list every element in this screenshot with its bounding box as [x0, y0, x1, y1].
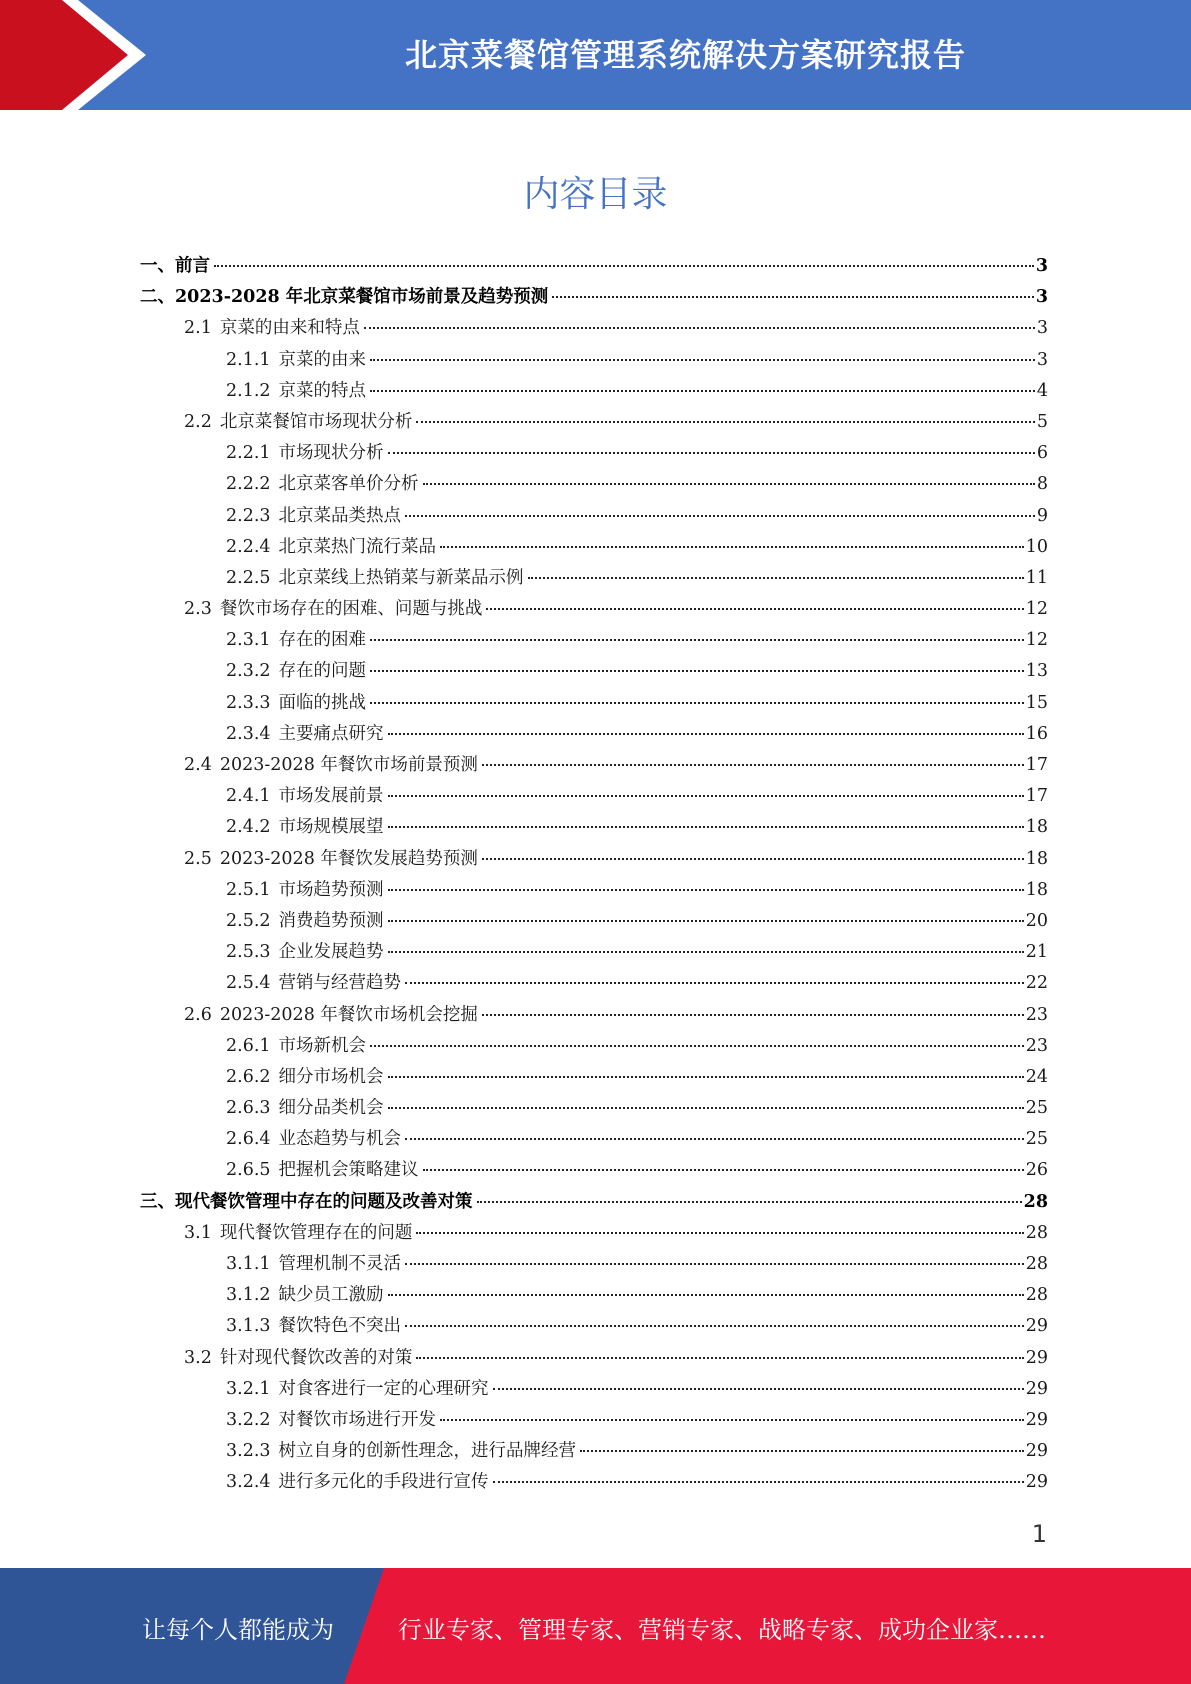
toc-dot-leader — [416, 421, 1035, 423]
toc-dot-leader — [370, 639, 1024, 641]
toc-entry-number: 3.2.4 — [226, 1472, 271, 1493]
toc-entry-page: 17 — [1025, 786, 1048, 807]
toc-entry-number: 3.1.3 — [226, 1316, 271, 1337]
toc-entry-page: 25 — [1025, 1098, 1048, 1119]
toc-entry-title: 管理机制不灵活 — [278, 1254, 402, 1274]
toc-entry-number: 2.3.4 — [226, 723, 271, 744]
toc-entry-number: 2.6.2 — [226, 1066, 271, 1087]
toc-entry-page: 12 — [1025, 599, 1048, 620]
toc-dot-leader — [482, 764, 1024, 766]
toc-entry-title: 京菜的由来和特点 — [219, 318, 360, 339]
toc-entry[interactable] — [140, 1406, 1048, 1437]
toc-entry[interactable] — [140, 938, 1048, 969]
toc-entry[interactable] — [140, 1468, 1048, 1499]
toc-entry-number: 3.1.1 — [226, 1254, 271, 1274]
toc-entry-page: 25 — [1025, 1129, 1048, 1150]
footer-banner — [0, 1568, 1191, 1684]
toc-dot-leader — [482, 1014, 1024, 1016]
toc-entry-number: 2.2.3 — [226, 505, 271, 526]
toc-dot-leader — [477, 1201, 1022, 1203]
toc-entry-title: 餐饮市场存在的困难、问题与挑战 — [219, 599, 483, 620]
toc-dot-leader — [423, 483, 1035, 485]
toc-entry-page: 18 — [1025, 848, 1048, 869]
toc-dot-leader — [493, 1388, 1024, 1390]
toc-dot-leader — [388, 733, 1024, 735]
footer-slogan: 让每个人都能成为 — [142, 1616, 334, 1644]
toc-entry-number: 2.5.2 — [226, 910, 271, 931]
toc-dot-leader — [388, 1107, 1024, 1109]
toc-dot-leader — [214, 265, 1034, 267]
toc-entry-title: 北京菜客单价分析 — [278, 474, 419, 495]
toc-entry-title: 进行多元化的手段进行宣传 — [278, 1472, 489, 1493]
toc-entry-page: 3 — [1035, 256, 1048, 276]
toc-entry-title: 把握机会策略建议 — [278, 1160, 419, 1181]
toc-entry-title: 存在的问题 — [278, 661, 367, 682]
toc-entry-number: 3.1 — [184, 1222, 212, 1243]
toc-entry-title: 市场发展前景 — [278, 786, 384, 807]
toc-entry-title: 树立自身的创新性理念，进行品牌经营 — [278, 1441, 577, 1462]
toc-entry-page: 28 — [1023, 1191, 1048, 1212]
toc-dot-leader — [580, 1450, 1024, 1452]
toc-dot-leader — [370, 390, 1035, 392]
footer-roles: 行业专家、管理专家、营销专家、战略专家、成功企业家…… — [398, 1616, 1046, 1644]
toc-dot-leader — [370, 359, 1035, 361]
toc-entry-title: 北京菜线上热销菜与新菜品示例 — [278, 567, 524, 588]
toc-entry[interactable] — [140, 1344, 1048, 1375]
page-number: 1 — [1031, 1520, 1047, 1548]
toc-entry-page: 9 — [1036, 505, 1048, 526]
toc-dot-leader — [370, 670, 1024, 672]
toc-entry-page: 10 — [1025, 536, 1048, 557]
toc-entry-title: 消费趋势预测 — [278, 910, 384, 931]
toc-entry-number: 2.4.1 — [226, 786, 271, 807]
toc-entry-page: 28 — [1025, 1222, 1048, 1243]
toc-entry-title: 一、前言 — [140, 256, 210, 276]
toc-entry[interactable] — [140, 657, 1048, 688]
toc-entry[interactable] — [140, 252, 1048, 283]
toc-entry-number: 2.4.2 — [226, 817, 271, 838]
toc-entry-title: 市场新机会 — [278, 1035, 367, 1056]
toc-entry-title: 企业发展趋势 — [278, 942, 384, 963]
toc-dot-leader — [528, 577, 1024, 579]
toc-entry-page: 29 — [1025, 1472, 1048, 1493]
toc-entry[interactable] — [140, 1032, 1048, 1063]
toc-entry-number: 2.1.1 — [226, 349, 271, 370]
toc-dot-leader — [416, 1232, 1023, 1234]
toc-dot-leader — [482, 858, 1024, 860]
toc-entry[interactable] — [140, 1281, 1048, 1312]
toc-entry-title: 市场趋势预测 — [278, 879, 384, 900]
toc-entry[interactable] — [140, 377, 1048, 408]
toc-dot-leader — [440, 546, 1024, 548]
toc-entry[interactable] — [140, 502, 1048, 533]
toc-entry-page: 28 — [1025, 1285, 1048, 1306]
toc-entry-page: 21 — [1025, 942, 1048, 963]
toc-entry-page: 29 — [1025, 1409, 1048, 1430]
toc-entry-page: 18 — [1025, 879, 1048, 900]
toc-entry-title: 2023-2028 年餐饮市场前景预测 — [219, 755, 478, 775]
toc-entry-page: 16 — [1025, 723, 1048, 744]
toc-entry-number: 2.3 — [184, 599, 212, 620]
toc-entry-page: 24 — [1025, 1066, 1048, 1087]
toc-entry[interactable] — [140, 782, 1048, 813]
toc-entry[interactable] — [140, 1219, 1048, 1250]
toc-entry[interactable] — [140, 408, 1048, 439]
toc-dot-leader — [486, 608, 1023, 610]
toc-entry-page: 13 — [1025, 661, 1048, 682]
toc-entry[interactable] — [140, 1094, 1048, 1125]
toc-entry[interactable] — [140, 283, 1048, 314]
toc-entry-title: 餐饮特色不突出 — [278, 1316, 402, 1337]
toc-entry-number: 2.2.2 — [226, 474, 271, 495]
toc-dot-leader — [405, 1325, 1024, 1327]
toc-entry-page: 6 — [1036, 443, 1048, 464]
toc-dot-leader — [388, 889, 1024, 891]
toc-entry-page: 22 — [1025, 973, 1048, 994]
toc-dot-leader — [405, 1263, 1024, 1265]
toc-entry-number: 2.5 — [184, 848, 212, 869]
toc-entry-title: 面临的挑战 — [278, 692, 367, 713]
toc-entry-title: 细分市场机会 — [278, 1066, 384, 1087]
toc-entry-number: 2.5.4 — [226, 973, 271, 994]
toc-entry-number: 3.2.3 — [226, 1441, 271, 1462]
toc-dot-leader — [388, 795, 1024, 797]
toc-entry[interactable] — [140, 1437, 1048, 1468]
toc-dot-leader — [493, 1481, 1024, 1483]
toc-entry[interactable] — [140, 470, 1048, 501]
toc-entry[interactable] — [140, 1063, 1048, 1094]
toc-entry[interactable] — [140, 564, 1048, 595]
toc-dot-leader — [388, 452, 1035, 454]
toc-entry-title: 业态趋势与机会 — [278, 1129, 402, 1150]
toc-entry-title: 营销与经营趋势 — [278, 973, 402, 994]
toc-entry-page: 15 — [1025, 692, 1048, 713]
toc-entry[interactable] — [140, 751, 1048, 782]
toc-dot-leader — [423, 1169, 1024, 1171]
toc-entry-number: 2.2.5 — [226, 567, 271, 588]
toc-entry-number: 2.2.4 — [226, 536, 271, 557]
toc-entry[interactable] — [140, 595, 1048, 626]
toc-entry-title: 三、现代餐饮管理中存在的问题及改善对策 — [140, 1191, 473, 1212]
toc-entry-page: 29 — [1025, 1347, 1048, 1368]
toc-entry-title: 京菜的由来 — [278, 349, 367, 370]
toc-dot-leader — [388, 951, 1024, 953]
toc-entry-title: 细分品类机会 — [278, 1098, 384, 1119]
toc-entry[interactable] — [140, 845, 1048, 876]
toc-dot-leader — [388, 920, 1024, 922]
toc-entry[interactable] — [140, 1250, 1048, 1281]
toc-entry-title: 针对现代餐饮改善的对策 — [219, 1347, 413, 1368]
toc-entry-number: 2.1.2 — [226, 380, 271, 401]
toc-entry-title: 存在的困难 — [278, 630, 367, 651]
toc-entry-page: 3 — [1035, 287, 1048, 308]
toc-dot-leader — [364, 327, 1035, 329]
toc-entry-page: 29 — [1025, 1441, 1048, 1462]
toc-dot-leader — [388, 826, 1024, 828]
toc-entry-title: 2023-2028 年餐饮市场机会挖掘 — [219, 1004, 478, 1025]
header-banner — [0, 0, 1191, 110]
toc-dot-leader — [416, 1357, 1023, 1359]
toc-dot-leader — [370, 1045, 1024, 1047]
toc-entry-page: 3 — [1036, 318, 1048, 339]
toc-entry-number: 2.3.1 — [226, 630, 271, 651]
chevron-arrow-icon — [0, 0, 160, 110]
toc-entry-number: 2.6 — [184, 1004, 212, 1025]
toc-entry-page: 4 — [1036, 380, 1048, 401]
toc-entry-number: 2.2.1 — [226, 443, 271, 464]
toc-dot-leader — [405, 982, 1024, 984]
toc-dot-leader — [440, 1419, 1024, 1421]
toc-heading: 内容目录 — [523, 174, 668, 215]
toc-entry-page: 11 — [1025, 567, 1048, 588]
toc-entry-number: 2.6.4 — [226, 1129, 271, 1150]
toc-entry-page: 12 — [1025, 630, 1048, 651]
toc-entry-page: 8 — [1036, 474, 1048, 495]
toc-entry-page: 18 — [1025, 817, 1048, 838]
toc-dot-leader — [405, 1138, 1024, 1140]
toc-entry-title: 现代餐饮管理存在的问题 — [219, 1222, 413, 1243]
toc-entry-page: 5 — [1036, 411, 1048, 432]
toc-entry-number: 2.6.3 — [226, 1098, 271, 1119]
toc-entry[interactable] — [140, 689, 1048, 720]
toc-entry-page: 20 — [1025, 910, 1048, 931]
toc-entry-title: 市场规模展望 — [278, 817, 384, 838]
toc-entry-number: 2.5.3 — [226, 942, 271, 963]
toc-entry[interactable] — [140, 720, 1048, 751]
toc-entry-title: 京菜的特点 — [278, 380, 367, 401]
report-title: 北京菜餐馆管理系统解决方案研究报告 — [404, 36, 966, 74]
toc-entry-page: 23 — [1025, 1004, 1048, 1025]
toc-entry-number: 2.1 — [184, 318, 212, 339]
toc-entry[interactable] — [140, 1125, 1048, 1156]
toc-entry[interactable] — [140, 876, 1048, 907]
toc-entry-number: 3.1.2 — [226, 1285, 271, 1306]
toc-entry-title: 2023-2028 年餐饮发展趋势预测 — [219, 848, 478, 869]
toc-entry-page: 28 — [1025, 1254, 1048, 1274]
toc-entry[interactable] — [140, 969, 1048, 1000]
toc-entry-title: 北京菜品类热点 — [278, 505, 402, 526]
toc-entry[interactable] — [140, 439, 1048, 470]
toc-entry-page: 17 — [1025, 755, 1048, 775]
toc-dot-leader — [552, 296, 1034, 298]
toc-entry-title: 市场现状分析 — [278, 443, 384, 464]
toc-entry-title: 北京菜餐馆市场现状分析 — [219, 411, 413, 432]
table-of-contents — [140, 252, 1048, 1500]
toc-entry[interactable] — [140, 1312, 1048, 1343]
toc-entry-page: 29 — [1025, 1378, 1048, 1399]
toc-entry-title: 北京菜热门流行菜品 — [278, 536, 437, 557]
toc-entry-number: 3.2.1 — [226, 1378, 271, 1399]
toc-entry[interactable] — [140, 907, 1048, 938]
toc-entry-number: 3.2.2 — [226, 1409, 271, 1430]
toc-entry-title: 对餐饮市场进行开发 — [278, 1409, 437, 1430]
toc-entry[interactable] — [140, 626, 1048, 657]
toc-entry-page: 26 — [1025, 1160, 1048, 1181]
toc-entry-number: 2.6.1 — [226, 1035, 271, 1056]
toc-entry[interactable] — [140, 1188, 1048, 1219]
toc-dot-leader — [405, 515, 1035, 517]
toc-entry-number: 2.3.3 — [226, 692, 271, 713]
toc-entry[interactable] — [140, 346, 1048, 377]
toc-entry-number: 2.4 — [184, 755, 212, 775]
toc-entry-title: 缺少员工激励 — [278, 1285, 384, 1306]
toc-entry-page: 3 — [1036, 349, 1048, 370]
toc-dot-leader — [388, 1076, 1024, 1078]
toc-entry[interactable] — [140, 1001, 1048, 1032]
toc-entry[interactable] — [140, 533, 1048, 564]
toc-entry-title: 二、2023-2028 年北京菜餐馆市场前景及趋势预测 — [140, 287, 549, 308]
toc-dot-leader — [370, 702, 1024, 704]
toc-entry-number: 2.6.5 — [226, 1160, 271, 1181]
toc-entry-number: 2.3.2 — [226, 661, 271, 682]
toc-entry-number: 2.2 — [184, 411, 212, 432]
toc-entry-number: 2.5.1 — [226, 879, 271, 900]
toc-entry[interactable] — [140, 813, 1048, 844]
toc-entry[interactable] — [140, 314, 1048, 345]
toc-entry-title: 对食客进行一定的心理研究 — [278, 1378, 489, 1399]
toc-entry-page: 29 — [1025, 1316, 1048, 1337]
toc-entry[interactable] — [140, 1156, 1048, 1187]
toc-entry-page: 23 — [1025, 1035, 1048, 1056]
toc-entry[interactable] — [140, 1375, 1048, 1406]
toc-entry-title: 主要痛点研究 — [278, 723, 384, 744]
toc-entry-number: 3.2 — [184, 1347, 212, 1368]
toc-dot-leader — [388, 1294, 1024, 1296]
